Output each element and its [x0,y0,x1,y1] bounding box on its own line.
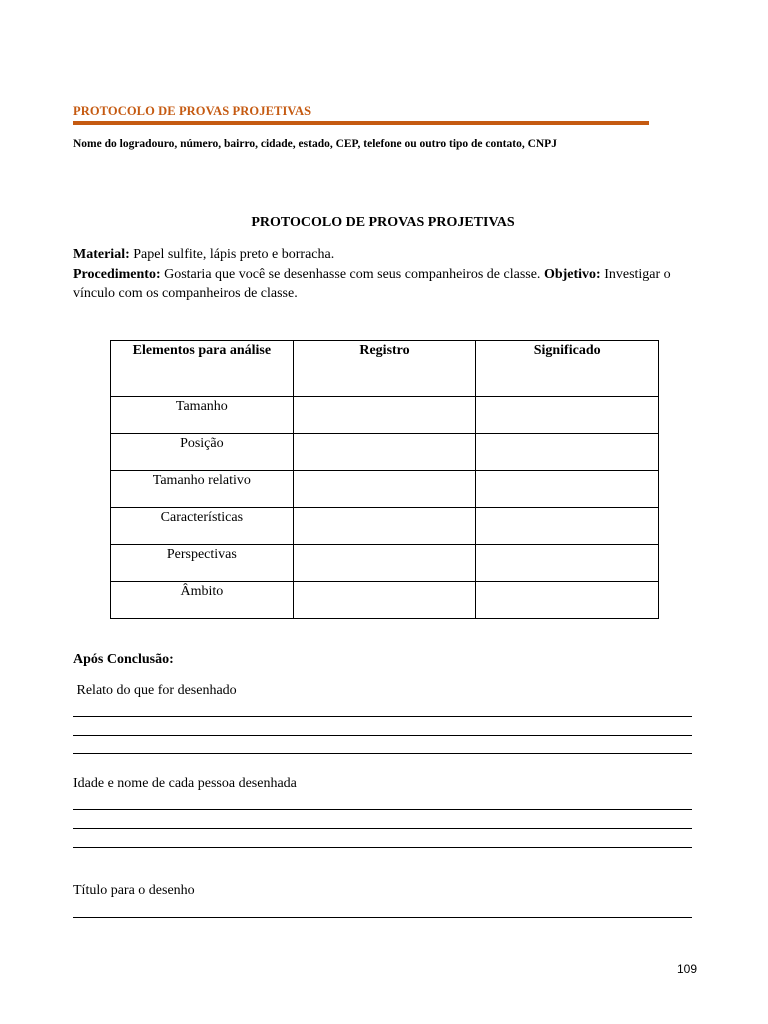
material-text: Papel sulfite, lápis preto e borracha. [129,247,335,262]
row-label-posicao: Posição [111,434,294,471]
report-line[interactable] [73,735,692,736]
document-title: PROTOCOLO DE PROVAS PROJETIVAS [251,215,515,230]
ages-line[interactable] [73,828,692,829]
header-title: PROTOCOLO DE PROVAS PROJETIVAS [73,104,312,118]
register-cell[interactable] [293,471,476,508]
table-row [111,434,659,471]
meaning-cell[interactable] [476,397,659,434]
row-label-perspectivas: Perspectivas [111,545,294,582]
table-header-row [111,341,659,397]
page-number: 109 [677,962,698,976]
intro-section [73,245,693,304]
material-line [73,245,693,265]
report-line[interactable] [73,753,692,754]
drawing-title-label: Título para o desenho [73,883,195,898]
procedure-text: Gostaria que você se desenhasse com seus companheiros de classe. [160,266,544,282]
conclusion-heading: Após Conclusão: [73,652,174,667]
register-cell[interactable] [293,545,476,582]
column-header-register: Registro [293,341,476,397]
column-header-elements: Elementos para análise [111,341,294,397]
header-rule [73,121,649,125]
meaning-cell[interactable] [476,434,659,471]
table-row [111,471,659,508]
meaning-cell[interactable] [476,582,659,619]
objective-label: Objetivo: [543,266,601,282]
ages-line[interactable] [73,847,692,848]
table-row [111,508,659,545]
meaning-cell[interactable] [476,508,659,545]
ages-label: Idade e nome de cada pessoa desenhada [73,776,297,791]
procedure-line [73,265,693,304]
objective-text: Investigar o vínculo com os companheiros de classe. [73,266,671,301]
row-label-tamanho: Tamanho [111,397,294,434]
drawing-title-line[interactable] [73,917,692,918]
table-row [111,545,659,582]
row-label-tamanho-relativo: Tamanho relativo [111,471,294,508]
register-cell[interactable] [293,397,476,434]
row-label-ambito: Âmbito [111,582,294,619]
register-cell[interactable] [293,508,476,545]
row-label-caracteristicas: Características [111,508,294,545]
register-cell[interactable] [293,582,476,619]
table-row [111,397,659,434]
analysis-table [110,340,659,619]
table-row [111,582,659,619]
header-address: Nome do logradouro, número, bairro, cidade, estado, CEP, telefone ou outro tipo de contato, CNPJ [73,138,557,150]
material-label: Material: [73,247,130,262]
report-label: Relato do que for desenhado [73,683,237,698]
meaning-cell[interactable] [476,545,659,582]
register-cell[interactable] [293,434,476,471]
report-line[interactable] [73,716,692,717]
column-header-meaning: Significado [476,341,659,397]
meaning-cell[interactable] [476,471,659,508]
ages-line[interactable] [73,809,692,810]
procedure-label: Procedimento: [73,266,161,282]
